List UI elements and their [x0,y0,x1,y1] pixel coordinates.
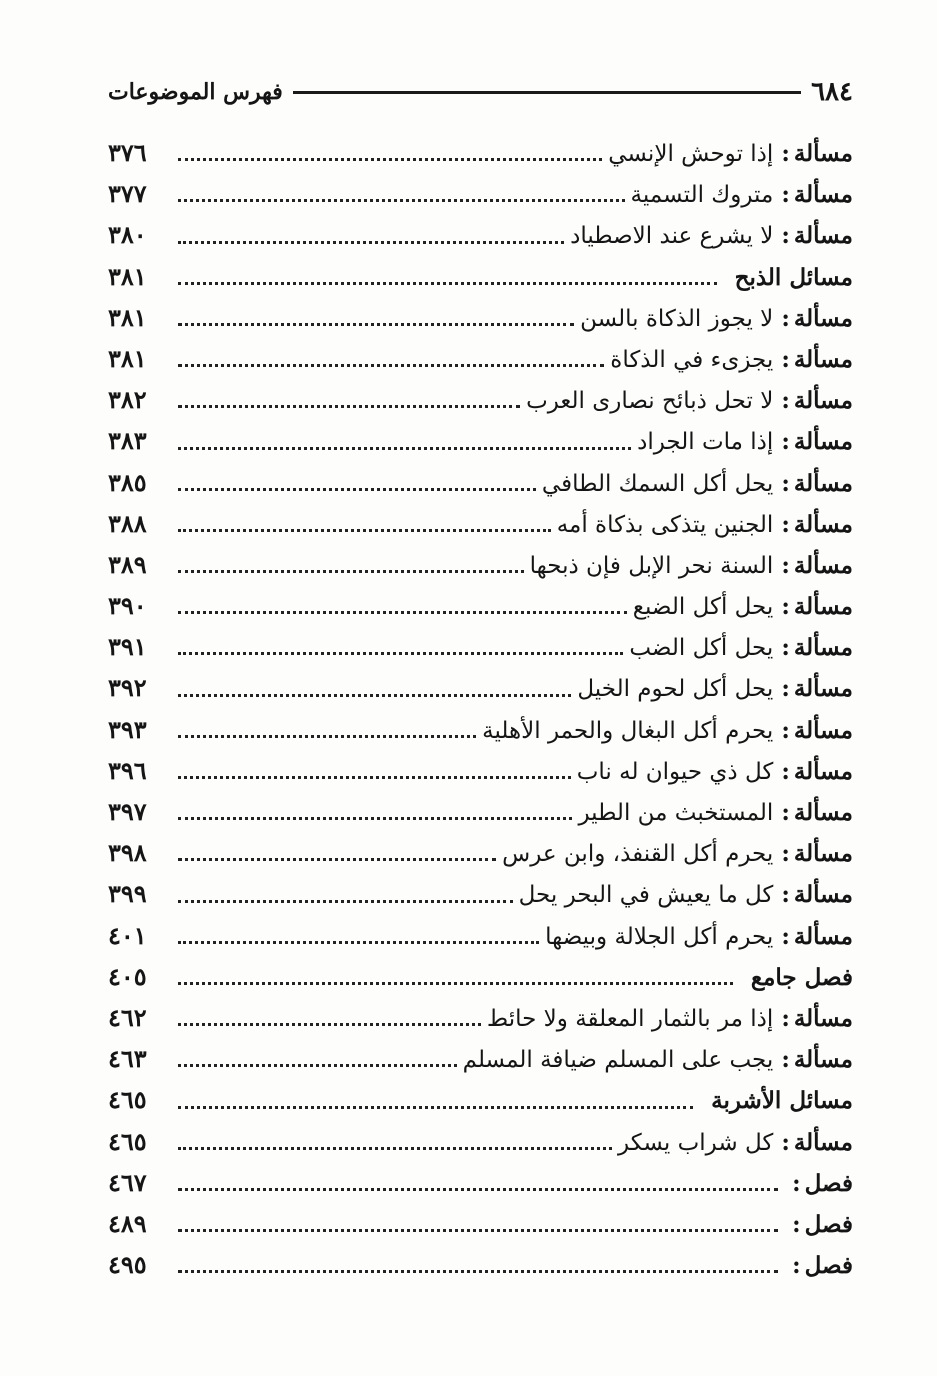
entry-label: مسألة [793,428,853,456]
entry-title: لا يجوز الذكاة بالسن [580,305,774,332]
index-entry [108,132,853,173]
index-entry [108,1038,853,1079]
entry-label: مسألة [793,510,853,538]
entry-title: إذا مر بالثمار المعلقة ولا حائط [486,1005,774,1032]
header-title: فهرس الموضوعات [108,79,283,105]
entry-title: المستخبث من الطير [578,800,774,826]
entry-label: فصل [804,1169,853,1197]
dot-leader [178,651,623,655]
dot-leader [178,1022,481,1026]
index-entry [108,379,853,420]
entry-label: مسألة [793,551,853,579]
entry-colon: : [781,1004,790,1032]
entry-colon: : [781,469,790,497]
entry-colon: : [781,799,790,826]
entry-colon: : [781,634,790,662]
running-header [108,72,853,112]
entry-label: مسألة [793,922,853,950]
entry-title: يحل أكل السمك الطافي [541,470,774,497]
entry-page-number: ٣٨٠ [108,220,147,250]
dot-leader [178,363,604,367]
entry-colon: : [781,551,790,579]
entry-label: مسألة [793,345,853,373]
dot-leader [178,322,574,326]
entry-label: مسألة [793,881,853,909]
index-entry [108,750,853,791]
entry-label: مسألة [793,840,853,868]
entry-colon: : [792,1210,801,1238]
dot-leader [178,281,717,285]
entry-colon: : [781,222,790,250]
dot-leader [178,404,520,408]
entry-label: مسائل الأشربة [711,1087,853,1115]
entry-title: إذا مات الجراد [637,429,774,456]
entry-page-number: ٣٧٧ [108,179,147,209]
entry-label: مسألة [793,716,853,744]
entry-title: السنة نحر الإبل فإن ذبحها [529,552,774,579]
index-entry [108,338,853,379]
entry-label: مسألة [793,1004,853,1032]
entry-colon: : [792,1252,801,1280]
entry-page-number: ٤٦٣ [108,1044,147,1074]
index-entry [108,1121,853,1162]
dot-leader [178,981,733,985]
dot-leader [178,1269,778,1273]
entry-title: كل ما يعيش في البحر يحل [518,882,774,909]
entry-title: كل ذي حيوان له ناب [576,758,774,785]
entry-label: مسألة [793,304,853,332]
index-entry [108,956,853,997]
index-entry [108,420,853,461]
entry-label: فصل جامع [750,963,853,991]
entry-page-number: ٣٨٥ [108,467,147,497]
entry-page-number: ٤٨٩ [108,1208,147,1238]
index-entry [108,1079,853,1120]
entry-label: مسألة [793,387,853,415]
index-entry [108,214,853,255]
entry-colon: : [781,593,790,621]
entry-colon: : [781,387,790,415]
entry-colon: : [792,1169,801,1197]
index-entry [108,173,853,214]
entry-title: يحل أكل الضب [629,635,774,662]
index-entry [108,462,853,503]
index-entry [108,503,853,544]
entry-label: مسألة [793,799,853,826]
entry-page-number: ٣٩٧ [108,797,147,826]
entry-title: يحل أكل لحوم الخيل [577,676,774,703]
entry-page-number: ٣٨٢ [108,385,147,415]
index-entry [108,997,853,1038]
dot-leader [178,240,564,244]
index-entry [108,1244,853,1285]
entry-page-number: ٣٩١ [108,632,147,662]
dot-leader [178,899,513,903]
entry-title: لا تحل ذبائح نصارى العرب [526,388,774,415]
entry-page-number: ٣٨١ [108,302,147,332]
entry-colon: : [781,757,790,785]
entry-title: إذا توحش الإنسي [608,141,774,167]
entry-page-number: ٣٨١ [108,343,147,373]
entry-label: مسألة [793,593,853,621]
entry-page-number: ٣٨١ [108,261,147,291]
entry-colon: : [781,675,790,703]
entry-label: مسألة [793,675,853,703]
entry-label: مسألة [793,634,853,662]
entry-page-number: ٣٩٩ [108,879,147,909]
index-entry [108,667,853,708]
entry-label: مسألة [793,1128,853,1156]
entry-label: مسألة [793,222,853,250]
entry-label: مسألة [793,1046,853,1074]
dot-leader [178,1105,693,1109]
dot-leader [178,1146,612,1150]
entry-colon: : [781,428,790,456]
entry-title: الجنين يتذكى بذكاة أمه [556,511,774,538]
entry-page-number: ٤٦٧ [108,1167,147,1197]
entry-page-number: ٤٩٥ [108,1250,147,1280]
index-entry [108,297,853,338]
dot-leader [178,1063,457,1067]
entry-title: متروك التسمية [630,182,774,209]
index-entry [108,1162,853,1203]
entry-colon: : [781,304,790,332]
entry-label: مسائل الذبح [734,263,853,291]
entry-page-number: ٤٠١ [108,920,147,950]
entry-title: لا يشرع عند الاصطياد [570,223,774,250]
entry-label: مسألة [793,469,853,497]
index-entry [108,256,853,297]
index-entry [108,915,853,956]
entry-page-number: ٣٩٠ [108,591,147,621]
entry-colon: : [781,1128,790,1156]
dot-leader [178,157,602,161]
dot-leader [178,446,631,450]
dot-leader [178,734,476,738]
dot-leader [178,1228,778,1232]
dot-leader [178,775,571,779]
entry-label: مسألة [793,140,853,167]
entry-page-number: ٤٠٥ [108,961,147,991]
entry-label: مسألة [793,757,853,785]
entry-colon: : [781,140,790,167]
entry-title: يحرم أكل القنفذ، وابن عرس [502,841,774,868]
entry-page-number: ٣٩٨ [108,838,147,868]
entry-page-number: ٣٧٦ [108,138,147,167]
entry-title: كل شراب يسكر [618,1129,774,1156]
dot-leader [178,816,572,820]
index-entry [108,585,853,626]
entry-colon: : [781,510,790,538]
dot-leader [178,940,539,944]
entry-colon: : [781,1046,790,1074]
entry-colon: : [781,922,790,950]
entry-page-number: ٤٦٥ [108,1126,147,1156]
entry-colon: : [781,881,790,909]
dot-leader [178,693,571,697]
entry-label: فصل [804,1210,853,1238]
dot-leader [178,198,625,202]
index-entry [108,1203,853,1244]
entry-page-number: ٣٩٢ [108,673,147,703]
index-entry [108,873,853,914]
index-entry [108,626,853,667]
entry-label: مسألة [793,181,853,209]
header-page-number: ٦٨٤ [811,77,853,107]
entry-page-number: ٤٦٢ [108,1002,147,1032]
entry-title: يحل أكل الضبع [632,594,774,621]
entry-colon: : [781,345,790,373]
entry-page-number: ٣٨٣ [108,426,147,456]
dot-leader [178,528,551,532]
entry-page-number: ٣٨٨ [108,508,147,538]
dot-leader [178,569,524,573]
entry-title: يحرم أكل البغال والحمر الأهلية [482,717,774,744]
entry-title: يجب على المسلم ضيافة المسلم [462,1047,774,1074]
entry-page-number: ٣٩٣ [108,714,147,744]
entry-label: فصل [804,1252,853,1280]
entry-page-number: ٣٩٦ [108,755,147,785]
dot-leader [178,610,627,614]
index-entry [108,709,853,750]
dot-leader [178,1187,778,1191]
entry-colon: : [781,840,790,868]
dot-leader [178,487,536,491]
header-rule [293,91,801,94]
entry-colon: : [781,181,790,209]
index-entry [108,791,853,832]
entry-title: يحرم أكل الجلالة وبيضها [545,923,774,950]
dot-leader [178,857,496,861]
entry-page-number: ٣٨٩ [108,549,147,579]
entry-page-number: ٤٦٥ [108,1085,147,1115]
entry-title: يجزىء في الذكاة [610,346,774,373]
topics-index-list [108,132,853,1285]
index-entry [108,544,853,585]
entry-colon: : [781,716,790,744]
index-entry [108,832,853,873]
